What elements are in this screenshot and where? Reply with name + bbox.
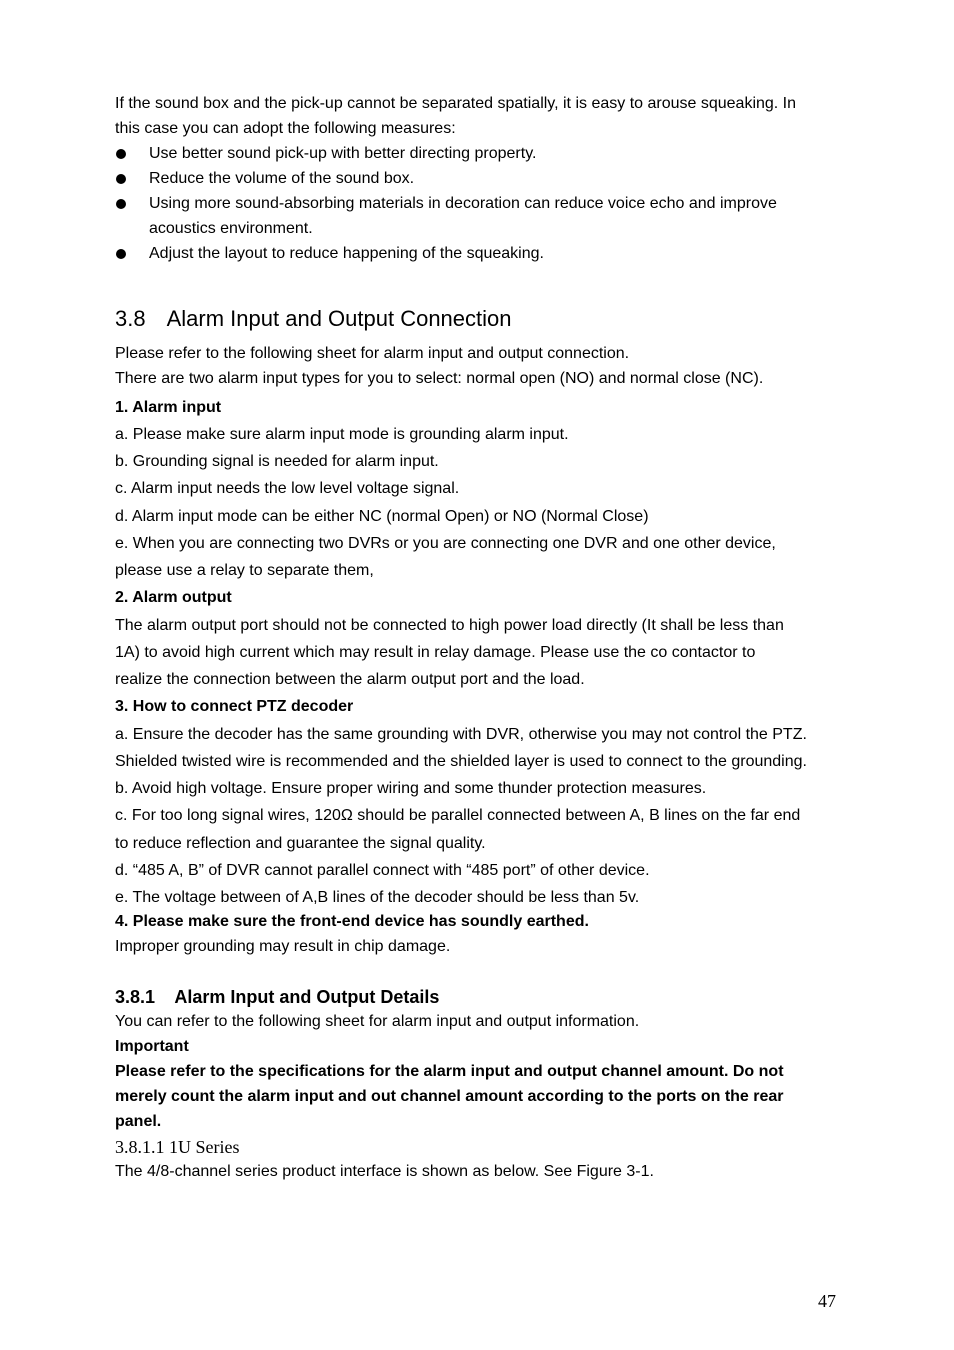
- section-heading-3-8: [115, 306, 512, 332]
- bullet-icon: [115, 173, 127, 185]
- alarm-input-item-e-cont: please use a relay to separate them,: [115, 562, 374, 579]
- section-paragraph: You can refer to the following sheet for alarm input and output information.: [115, 1013, 640, 1030]
- page-number: 47: [818, 1291, 836, 1311]
- ptz-item-a-cont: Shielded twisted wire is recommended and the shielded layer is used to connect to the grounding.: [115, 753, 807, 770]
- section-title: Alarm Input and Output Details: [174, 987, 440, 1007]
- alarm-output-text: The alarm output port should not be connected to high power load directly (It shall be less than: [115, 617, 784, 634]
- section-heading-3-8-1: [115, 986, 439, 1008]
- bullet-item: Using more sound-absorbing materials in decoration can reduce voice echo and improve: [149, 195, 777, 212]
- section-paragraph: Please refer to the following sheet for alarm input and output connection.: [115, 345, 630, 362]
- section-heading-3-8-1-1: 3.8.1.1 1U Series: [115, 1137, 240, 1157]
- subheading-earthing: 4. Please make sure the front-end device has soundly earthed.: [115, 913, 589, 930]
- alarm-input-item-c: c. Alarm input needs the low level voltage signal.: [115, 480, 460, 497]
- ptz-item-c: c. For too long signal wires, 120Ω should be parallel connected between A, B lines on the far end: [115, 807, 801, 824]
- ptz-item-c-cont: to reduce reflection and guarantee the signal quality.: [115, 835, 486, 852]
- important-text: Please refer to the specifications for the alarm input and output channel amount. Do not: [115, 1063, 784, 1080]
- alarm-input-item-b: b. Grounding signal is needed for alarm input.: [115, 453, 439, 470]
- alarm-output-text: 1A) to avoid high current which may result in relay damage. Please use the co contactor to: [115, 644, 756, 661]
- section-paragraph: The 4/8-channel series product interface is shown as below. See Figure 3-1.: [115, 1163, 654, 1180]
- earthing-text: Improper grounding may result in chip damage.: [115, 938, 451, 955]
- ptz-item-d: d. “485 A, B” of DVR cannot parallel connect with “485 port” of other device.: [115, 862, 650, 879]
- section-number: 3.8.1: [115, 987, 156, 1007]
- alarm-output-text: realize the connection between the alarm output port and the load.: [115, 671, 585, 688]
- subheading-alarm-output: 2. Alarm output: [115, 589, 232, 606]
- section-title: Alarm Input and Output Connection: [166, 306, 512, 331]
- bullet-item-continuation: acoustics environment.: [149, 220, 313, 237]
- bullet-icon: [115, 198, 127, 210]
- bullet-item: Use better sound pick-up with better directing property.: [149, 145, 537, 162]
- alarm-input-item-d: d. Alarm input mode can be either NC (normal Open) or NO (Normal Close): [115, 508, 649, 525]
- alarm-input-item-a: a. Please make sure alarm input mode is grounding alarm input.: [115, 426, 569, 443]
- section-number: 3.8: [115, 306, 146, 331]
- ptz-item-e: e. The voltage between of A,B lines of the decoder should be less than 5v.: [115, 889, 640, 906]
- intro-text-line-2: this case you can adopt the following measures:: [115, 120, 456, 137]
- ptz-item-b: b. Avoid high voltage. Ensure proper wiring and some thunder protection measures.: [115, 780, 707, 797]
- important-text: merely count the alarm input and out channel amount according to the ports on the rear: [115, 1088, 784, 1105]
- alarm-input-item-e: e. When you are connecting two DVRs or you are connecting one DVR and one other device,: [115, 535, 776, 552]
- bullet-item: Reduce the volume of the sound box.: [149, 170, 415, 187]
- bullet-icon: [115, 148, 127, 160]
- intro-text-line-1: If the sound box and the pick-up cannot be separated spatially, it is easy to arouse squeaking. In: [115, 95, 797, 112]
- ptz-item-a: a. Ensure the decoder has the same grounding with DVR, otherwise you may not control the PTZ.: [115, 726, 807, 743]
- important-text: panel.: [115, 1113, 162, 1130]
- subheading-alarm-input: 1. Alarm input: [115, 399, 222, 416]
- bullet-icon: [115, 248, 127, 260]
- important-label: Important: [115, 1038, 189, 1055]
- section-paragraph: There are two alarm input types for you to select: normal open (NO) and normal close (NC).: [115, 370, 764, 387]
- subheading-ptz-decoder: 3. How to connect PTZ decoder: [115, 698, 354, 715]
- bullet-item: Adjust the layout to reduce happening of the squeaking.: [149, 245, 544, 262]
